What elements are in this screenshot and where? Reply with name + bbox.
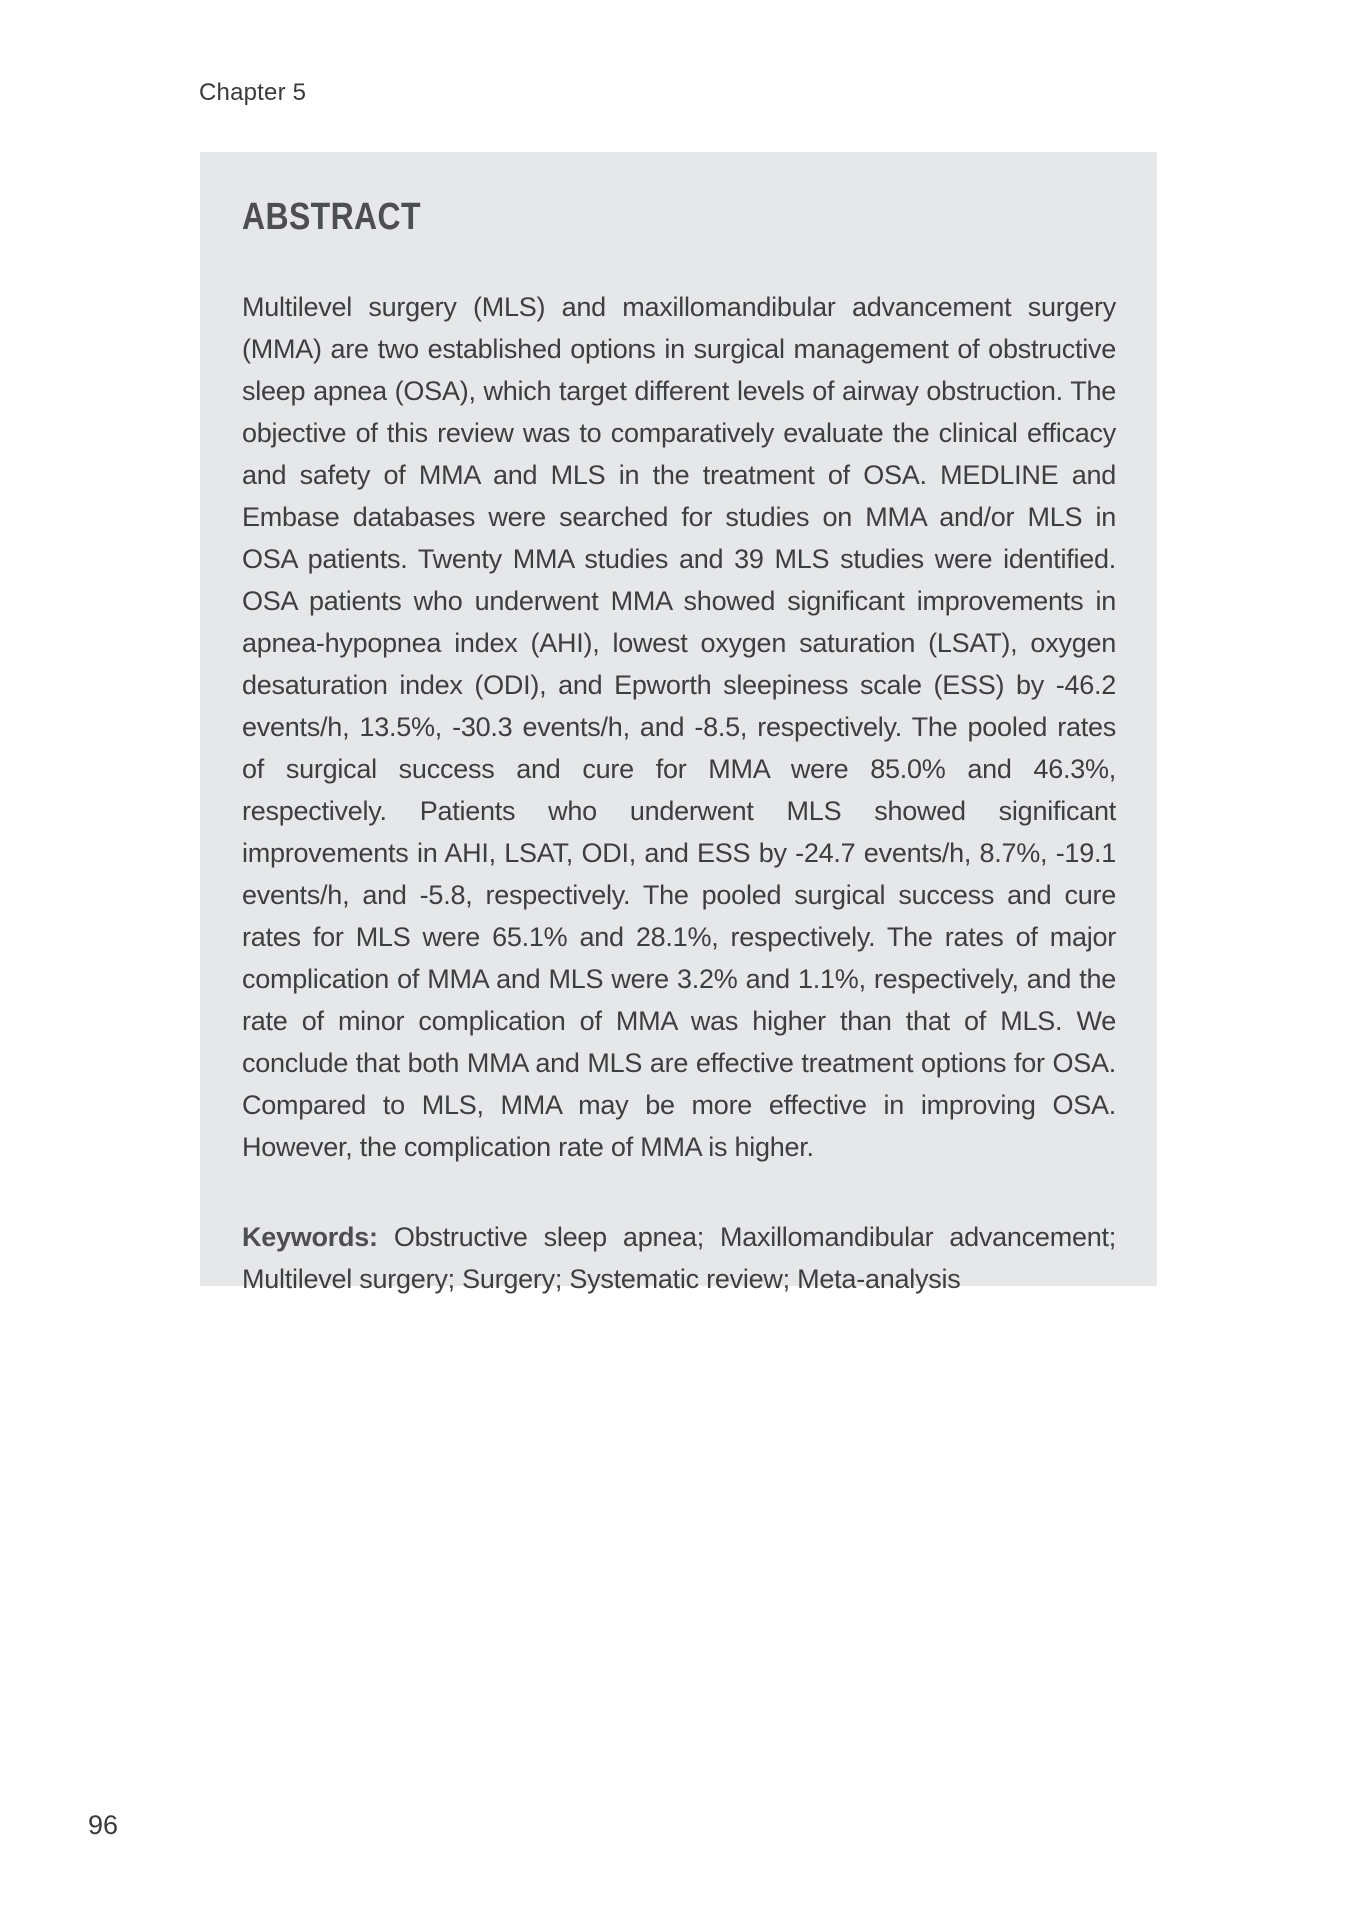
page-number: 96 [88, 1810, 119, 1840]
abstract-panel [200, 152, 1157, 1294]
chapter-header: Chapter 5 [199, 79, 307, 106]
abstract-heading: ABSTRACT [242, 196, 421, 238]
keywords-text: Obstructive sleep apnea; Maxillomandibular advancement; Multilevel surgery; Surgery; Systematic review; Meta-analysis [242, 1222, 1116, 1294]
keywords-label: Keywords: [242, 1222, 378, 1252]
keywords-line [242, 1216, 1116, 1300]
abstract-body: Multilevel surgery (MLS) and maxillomandibular advancement surgery (MMA) are two established options in surgical management of obstructive sleep apnea (OSA), which target different levels of airway obstruction. The objective of this review was to comparatively evaluate the clinical efficacy and safety of MMA and MLS in the treatment of OSA. MEDLINE and Embase databases were searched for studies on MMA and/or MLS in OSA patients. Twenty MMA studies and 39 MLS studies were identified. OSA patients who underwent MMA showed significant improvements in apnea-hypopnea index (AHI), lowest oxygen saturation (LSAT), oxygen desaturation index (ODI), and Epworth sleepiness scale (ESS) by -46.2 events/h, 13.5%, -30.3 events/h, and -8.5, respectively. The pooled rates of surgical success and cure for MMA were 85.0% and 46.3%, respectively. Patients who underwent MLS showed significant improvements in AHI, LSAT, ODI, and ESS by -24.7 events/h, 8.7%, -19.1 events/h, and -5.8, respectively. The pooled surgical success and cure rates for MLS were 65.1% and 28.1%, respectively. The rates of major complication of MMA and MLS were 3.2% and 1.1%, respectively, and the rate of minor complication of MMA was higher than that of MLS. We conclude that both MMA and MLS are effective treatment options for OSA. Compared to MLS, MMA may be more effective in improving OSA. However, the complication rate of MMA is higher. [242, 292, 1116, 1162]
